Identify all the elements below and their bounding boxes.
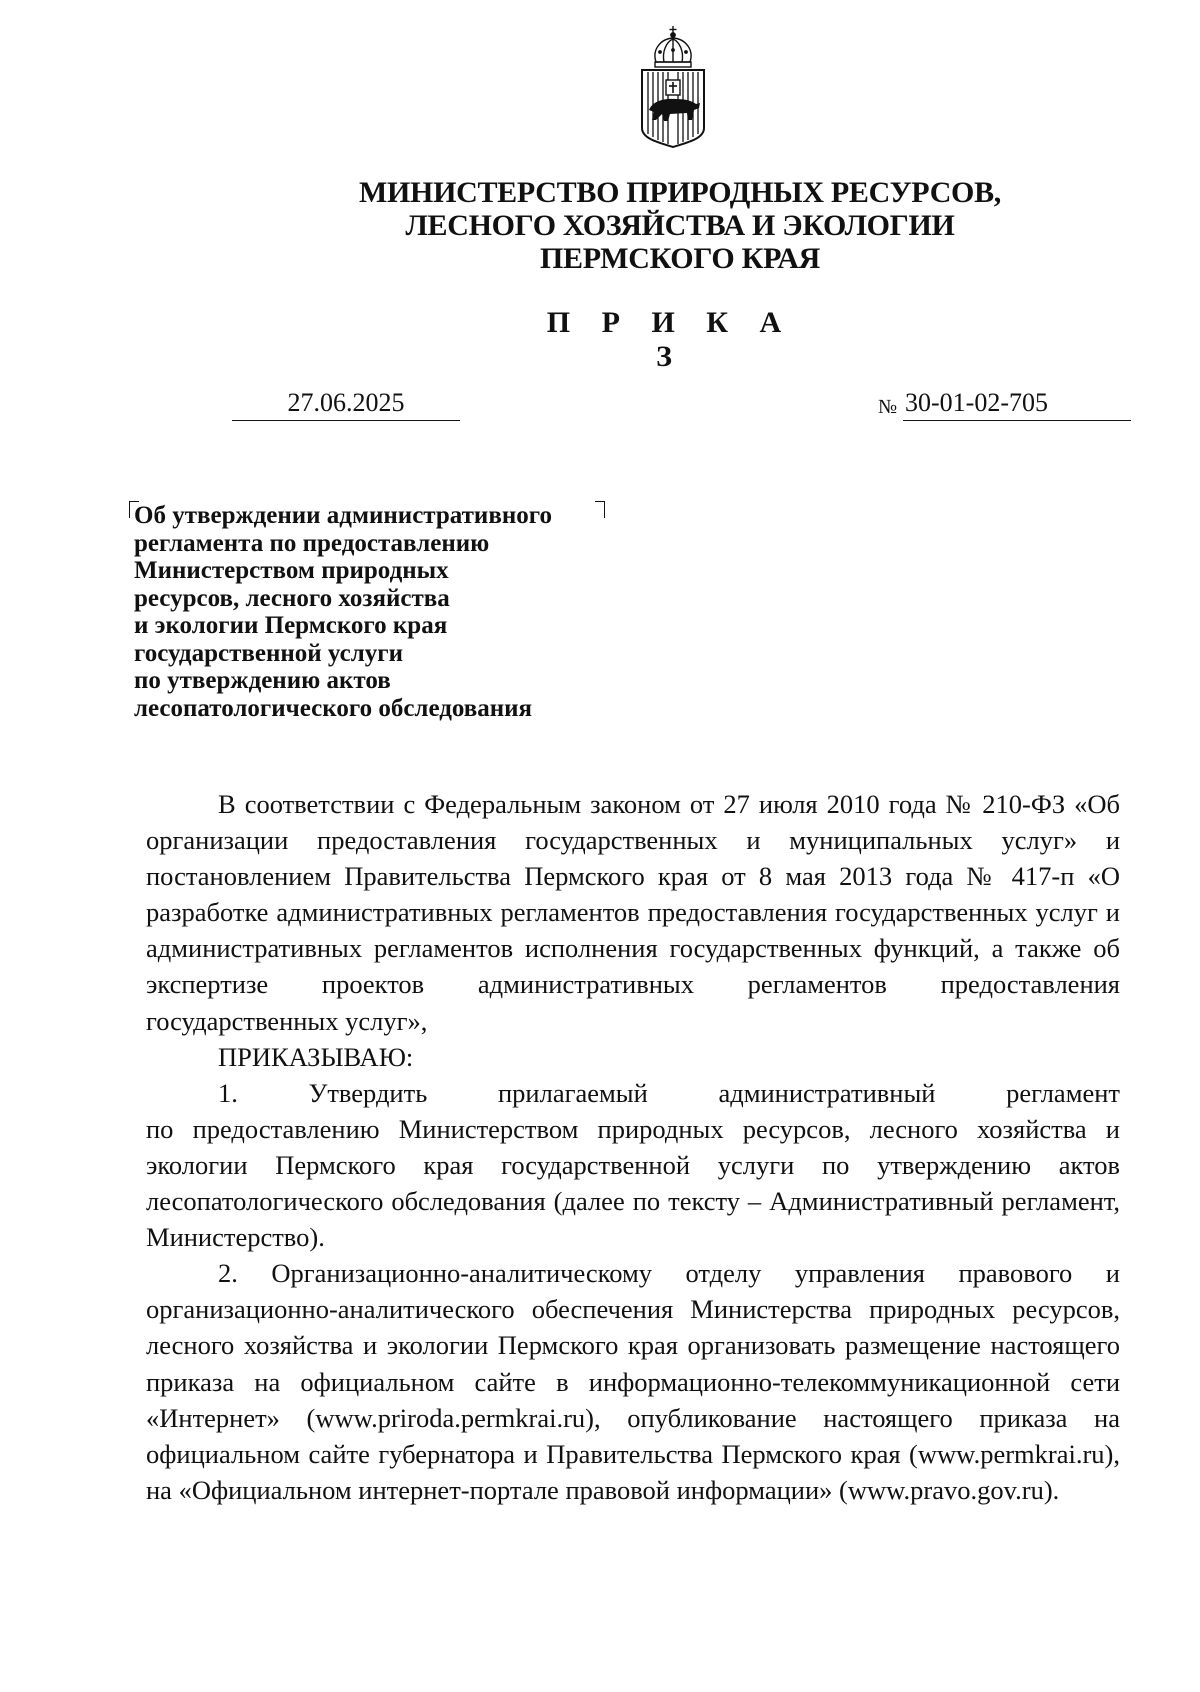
subject-line: лесопатологического обследования	[134, 694, 533, 722]
subject-line: государственной услуги	[134, 639, 404, 667]
number-sign: №	[878, 396, 898, 418]
ministry-line-1: МИНИСТЕРСТВО ПРИРОДНЫХ РЕСУРСОВ,	[358, 176, 1002, 209]
order-body	[146, 786, 1120, 1508]
item-1-paragraph: по предоставлению Министерством природных ресурсов, лесного хозяйства и экологии Пермского края государственной услуги по утверждению актов лесопатологического обследования (далее по тексту – Административный регламент, Министерство).	[146, 1113, 1120, 1253]
subject-line: Об утверждении административного	[134, 502, 552, 529]
preamble-paragraph: В соответствии с Федеральным законом от 27 июля 2010 года № 210-ФЗ «Об организации предоставления государственных и муниципальных услуг» и постановлением Правительства Пермского края от 8 мая 2013 года № 417-п «О разработке административных регламентов предоставления государственных услуг и административных регламентов исполнения государственных функций, а также об экспертизе проектов административных регламентов предоставления государственных услуг»,	[146, 789, 1120, 1036]
command-word: ПРИКАЗЫВАЮ:	[218, 1041, 414, 1072]
order-date: 27.06.2025	[232, 386, 460, 421]
item-2-paragraph: 2. Организационно-аналитическому отделу управления правового и организационно-аналитического обеспечения Министерства природных ресурсов, лесного хозяйства и экологии Пермского края организовать размещение настоящего приказа на официальном сайте в информационно-телекоммуникационной сети «Интернет» (www.priroda.permkrai.ru), опубликование настоящего приказа на официальном сайте губернатора и Правительства Пермского края (www.permkrai.ru), на «Официальном интернет-портале правовой информации» (www.pravo.gov.ru).	[146, 1258, 1120, 1505]
ministry-line-2: ЛЕСНОГО ХОЗЯЙСТВА И ЭКОЛОГИИ	[405, 209, 955, 242]
item-1-first-line: 1. Утвердить прилагаемый административный регламент	[218, 1077, 1120, 1108]
subject-line: по утверждению актов	[134, 667, 391, 694]
subject-line: ресурсов, лесного хозяйства	[134, 584, 450, 612]
document-type-heading: П Р И К А З	[546, 306, 794, 373]
coat-of-arms-icon	[638, 24, 708, 150]
ministry-name	[250, 176, 1110, 275]
order-subject	[134, 502, 634, 722]
ministry-line-3: ПЕРМСКОГО КРАЯ	[540, 242, 820, 275]
order-number: 30-01-02-705	[903, 386, 1131, 421]
subject-line: регламента по предоставлению	[134, 529, 490, 557]
subject-line: и экологии Пермского края	[134, 612, 448, 639]
subject-line: Министерством природных	[134, 557, 449, 584]
